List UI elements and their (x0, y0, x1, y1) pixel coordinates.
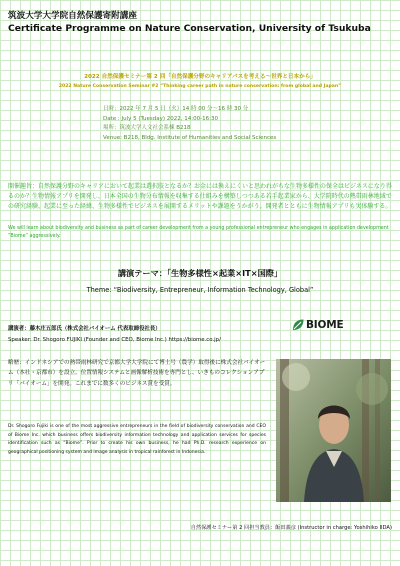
speaker-en: Speaker: Dr. Shogoro FUJIKI (Founder and CEO, Biome Inc.) https://biome.co.jp/ (8, 336, 221, 343)
lecture-theme (0, 266, 400, 296)
speaker-photo (276, 359, 391, 502)
purpose-text-en: We will learn about biodiversity and business as part of career development from a young professional entrepreneur who engages in application development “Biome” aggressively. (8, 226, 389, 240)
bio-text-ja: 略歴：インドネシアでの熱帯雨林研究で京都大学大学院にて博士号（農学）取得後に株式会社バイオーム（本社・京都市）を設立。位置情報システムと画像解析技術を専門とし、いきものコレクションアプリ「バイオーム」を開発。これまでに数多くのビジネス賞を受賞。 (8, 360, 266, 387)
biome-logo (291, 318, 349, 332)
org-name-en: Certificate Programme on Nature Conservation, University of Tsukuba (8, 23, 371, 34)
bio-text-en: Dr. Shogoro Fujiki is one of the most aggressive entrepreneurs in the field of biodiversity conservation and CEO of Biome Inc. which business offers biodiversity information technology and application services for species identification such as “Biome”. Prior to create his own business, he had Ph.D. research experience on geographical positioning system and image analysis in tropical rainforest in Indonesia. (8, 424, 266, 455)
event-date-en: Date : July 5 (Tuesday) 2022, 14:00-16:30 (103, 115, 218, 122)
speaker-ja: 講演者：藤木庄五郎氏（株式会社バイオーム 代表取締役社長） (8, 326, 161, 332)
event-date-ja: 日時：2022 年 7 月 5 日（火）14 時 00 分～16 時 30 分 (103, 106, 249, 112)
theme-en: Theme: “Biodiversity, Entrepreneur, Information Technology, Global” (86, 286, 314, 294)
event-venue-en: Venue: B218, Bldg. Institute of Humanities and Social Sciences (103, 134, 277, 141)
leaf-icon (291, 318, 305, 332)
seminar-title-en: 2022 Nature Conservation Seminar #2 “Thinking career path in nature conservation: from global and Japan” (58, 84, 342, 89)
seminar-title (0, 72, 400, 91)
org-name-ja: 筑波大学大学院自然保護寄附講座 (8, 11, 137, 21)
theme-ja: 講演テーマ：「生物多様性×起業×IT×国際」 (117, 268, 283, 278)
speaker-info (8, 324, 288, 345)
instructor-footer: 自然保護セミナー第 2 回担当教員：飯田義彦 (Instructor in charge: Yoshihiko IIDA) (190, 525, 392, 531)
logo-wordmark: BIOME (306, 319, 344, 331)
seminar-title-ja: 2022 自然保護セミナー第 2 回「自然保護分野のキャリアパスを考える～世界と日本から」 (84, 74, 316, 80)
event-venue-ja: 場所：筑波大学人文社会系棟 B218 (103, 125, 191, 132)
purpose-text-ja: 開催趣旨：自然保護分野のキャリアにおいて起業は選択肢となるか？お金には換えにくいと思われがちな生物多様性の保全はビジネスになり得るのか？生物情報アプリを開発し、日本全国の生物分布情報を収集する仕組みを構築しつつある若手起業家から、大学院時代の熱帯雨林地域での研究経験、起業に至った経緯、生物多様性でビジネスを展開するメリットや課題をうかがう。開発者とともに生物情報アプリも実体験する。 (8, 183, 392, 211)
header (8, 10, 393, 35)
event-info (103, 105, 363, 143)
